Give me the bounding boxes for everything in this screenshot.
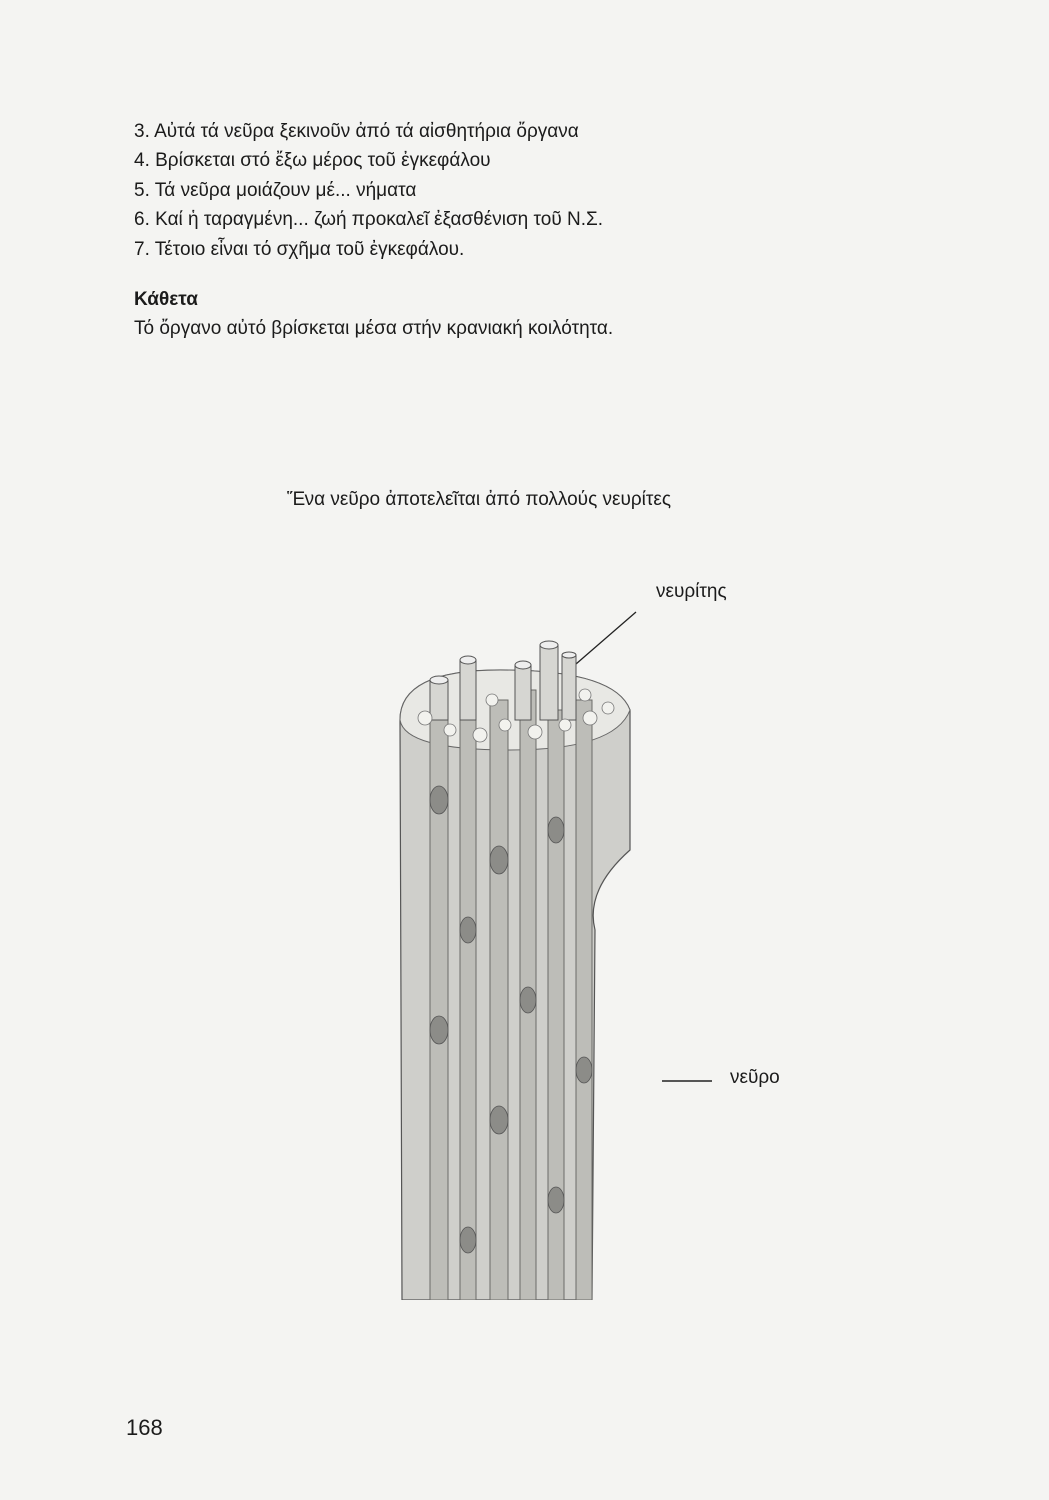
figure-caption: Ἕνα νεῦρο ἀποτελεῖται ἀπό πολλούς νευρίτες	[287, 489, 672, 510]
clue-line-6: 6. Καί ἡ ταραγμένη... ζωή προκαλεῖ ἐξασθένιση τοῦ Ν.Σ.	[134, 209, 604, 230]
nerve-fiber	[460, 710, 476, 1300]
label-nerve: νεῦρο	[730, 1067, 780, 1088]
fiber-end	[460, 660, 476, 720]
fiber-end	[515, 665, 531, 720]
fiber-end-cap	[460, 656, 476, 664]
fiber-end-cap	[515, 661, 531, 669]
vertical-clue: Τό ὄργανο αὐτό βρίσκεται μέσα στήν κρανιακή κοιλότητα.	[134, 318, 614, 339]
clue-line-5: 5. Τά νεῦρα μοιάζουν μέ... νήματα	[134, 180, 417, 201]
fiber-end-cap	[540, 641, 558, 649]
vertical-heading: Κάθετα	[134, 289, 198, 310]
page-number: 168	[126, 1415, 163, 1440]
fiber-end-cap	[430, 676, 448, 684]
nerve-fiber	[490, 700, 508, 1300]
label-nerve-fiber: νευρίτης	[656, 581, 727, 602]
nerve-fiber	[576, 700, 592, 1300]
fiber-pointer-line	[576, 612, 636, 664]
clue-line-3: 3. Αὐτά τά νεῦρα ξεκινοῦν ἀπό τά αἰσθητήρια ὄργανα	[134, 121, 579, 142]
fiber-end	[540, 645, 558, 720]
nerve-fiber	[430, 690, 448, 1300]
clue-line-4: 4. Βρίσκεται στό ἔξω μέρος τοῦ ἐγκεφάλου	[134, 150, 491, 171]
nerve-illustration	[380, 600, 740, 1300]
clue-line-7: 7. Τέτοιο εἶναι τό σχῆμα τοῦ ἐγκεφάλου.	[134, 239, 465, 260]
fiber-end	[562, 655, 576, 720]
fiber-end	[430, 680, 448, 720]
fiber-end-cap	[562, 652, 576, 658]
